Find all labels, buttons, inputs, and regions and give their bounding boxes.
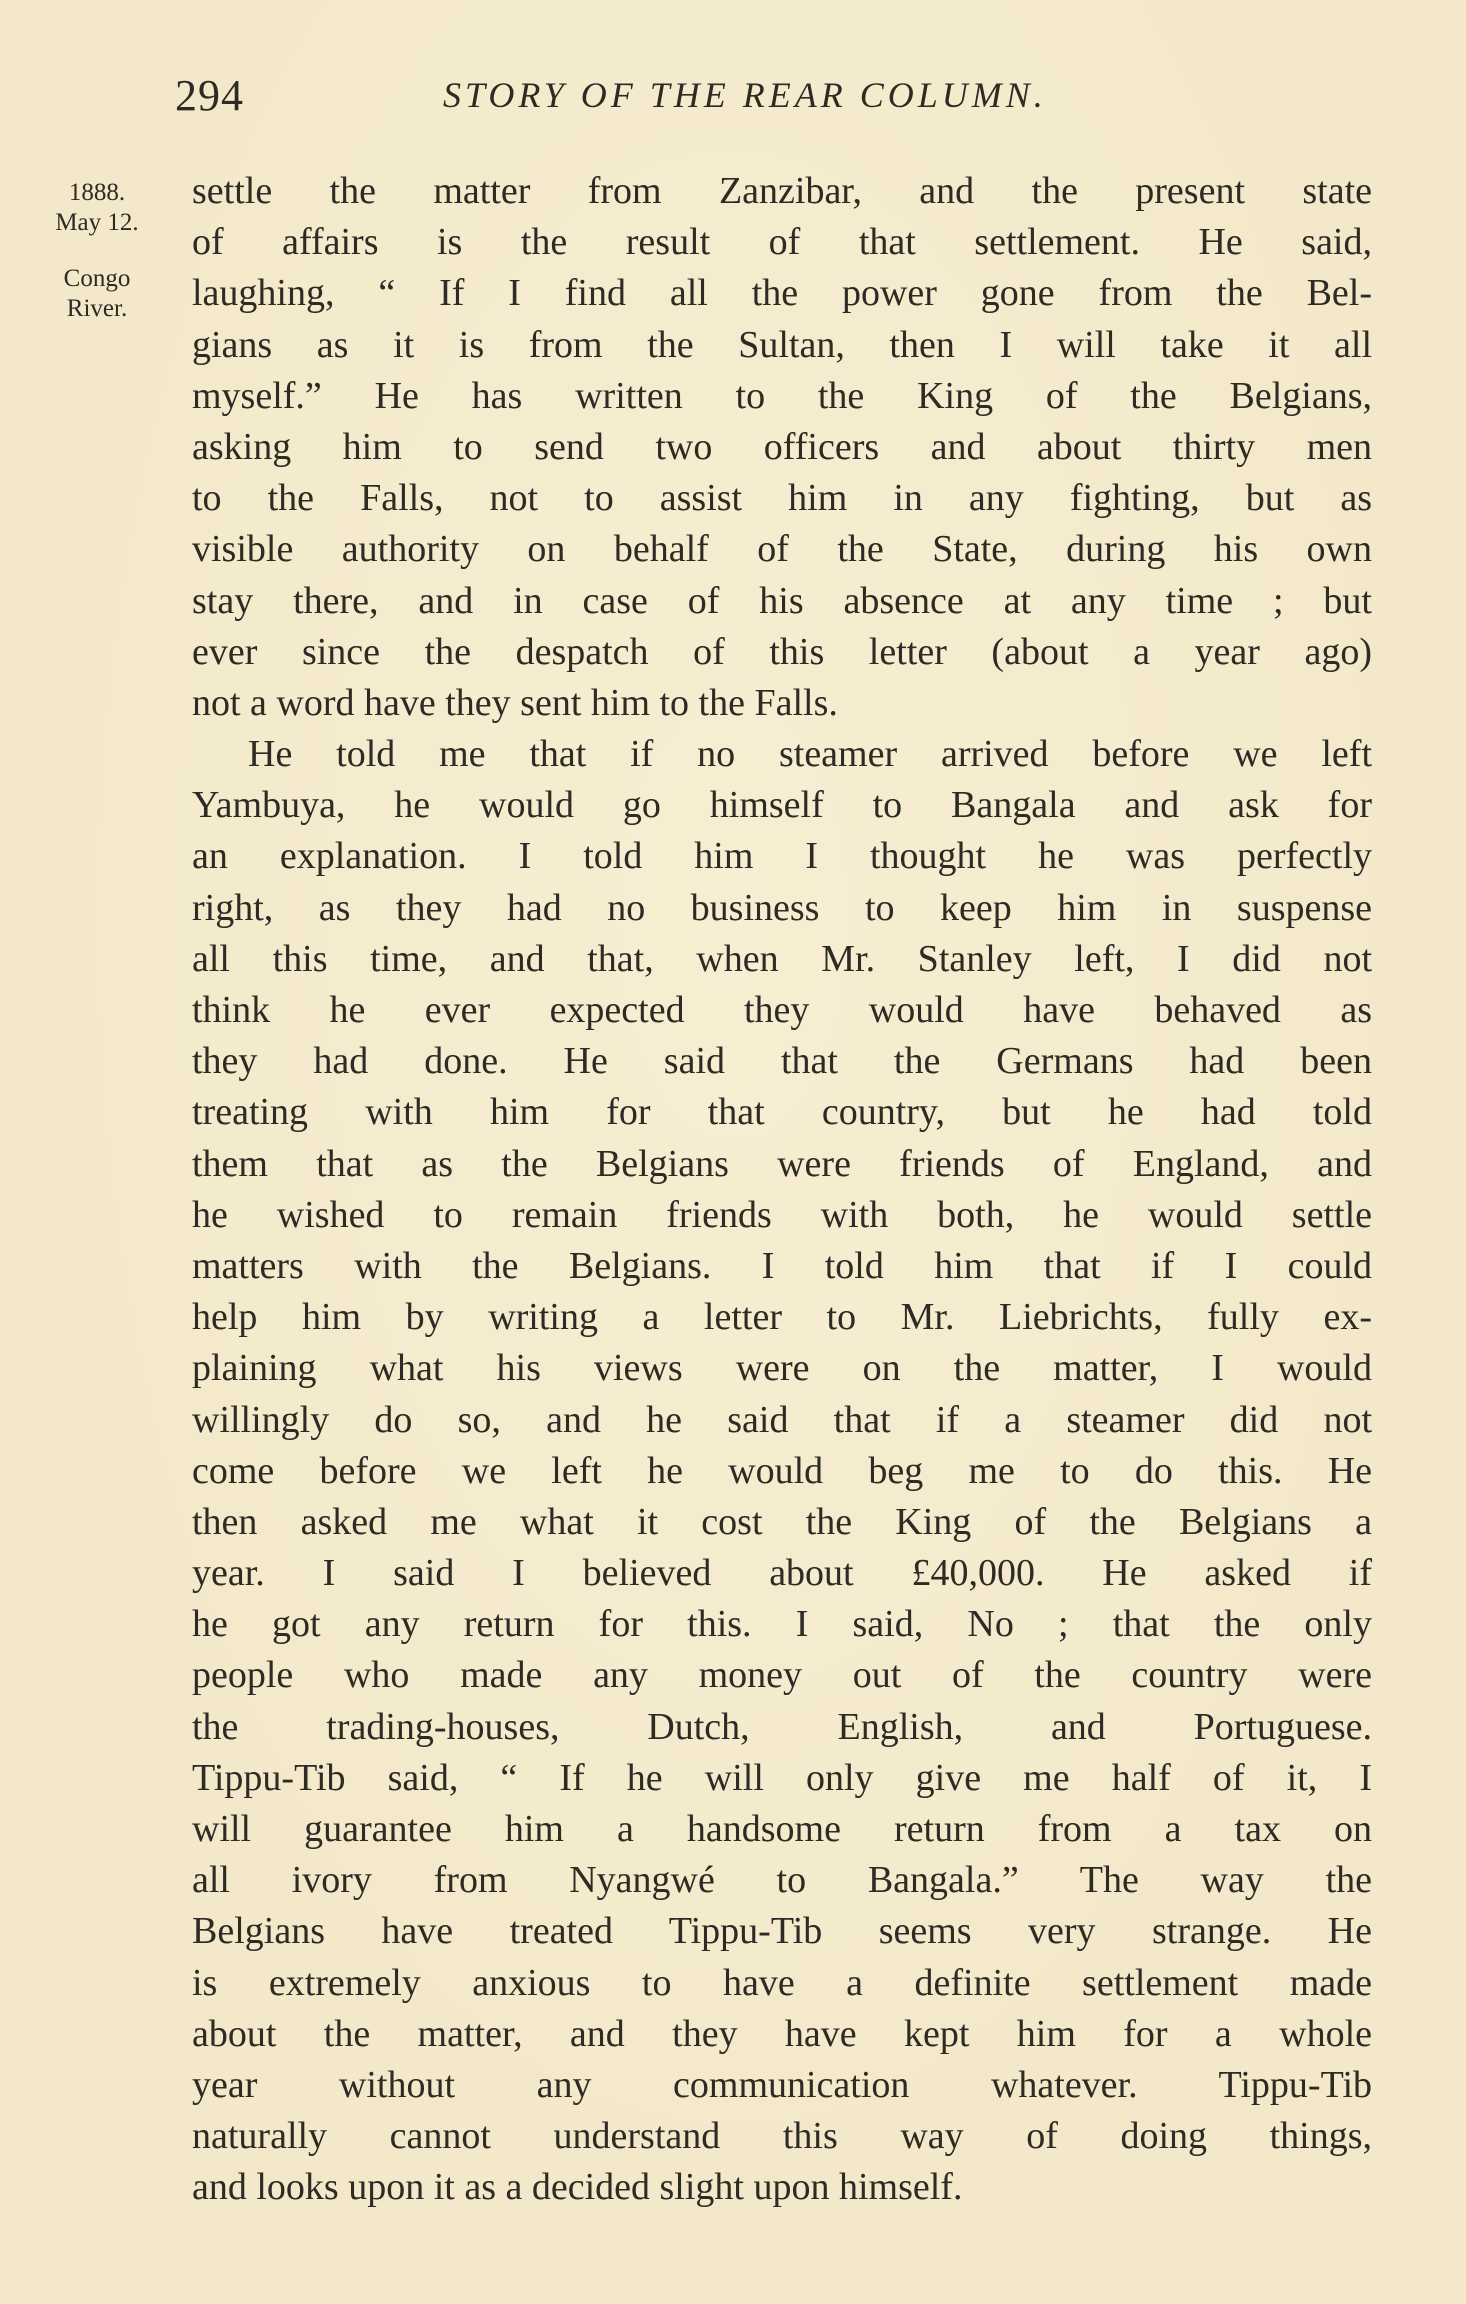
text-line: naturally cannot understand this way of doing things, [192, 2115, 1372, 2158]
text-line: stay there, and in case of his absence at any time ; but [192, 579, 1372, 622]
text-line: all this time, and that, when Mr. Stanley left, I did not [192, 937, 1372, 980]
text-line: he wished to remain friends with both, he would settle [192, 1193, 1372, 1236]
margin-date-note [22, 178, 172, 238]
text-line: Belgians have treated Tippu-Tib seems very strange. He [192, 1910, 1372, 1953]
text-line: myself.” He has written to the King of the Belgians, [192, 374, 1372, 417]
text-line: Tippu-Tib said, “ If he will only give me half of it, I [192, 1756, 1372, 1799]
margin-date-year: 1888. [68, 179, 126, 206]
text-line: them that as the Belgians were friends of England, and [192, 1142, 1372, 1185]
text-line: about the matter, and they have kept him for a whole [192, 2012, 1372, 2055]
text-line: an explanation. I told him I thought he was perfectly [192, 835, 1372, 878]
text-line: they had done. He said that the Germans had been [192, 1040, 1372, 1083]
text-line: visible authority on behalf of the State, during his own [192, 528, 1372, 571]
text-line: asking him to send two officers and about thirty men [192, 425, 1372, 468]
text-line: all ivory from Nyangwé to Bangala.” The way the [192, 1859, 1372, 1902]
text-line: gians as it is from the Sultan, then I will take it all [192, 323, 1372, 366]
text-line: year. I said I believed about £40,000. He asked if [192, 1552, 1372, 1595]
text-line: think he ever expected they would have behaved as [192, 989, 1372, 1031]
text-line: help him by writing a letter to Mr. Liebrichts, fully ex- [192, 1296, 1372, 1339]
text-line: come before we left he would beg me to do this. He [192, 1449, 1372, 1492]
margin-place-line2: River. [66, 295, 128, 322]
margin-place-note [22, 264, 172, 324]
text-line: is extremely anxious to have a definite settlement made [192, 1961, 1372, 2004]
text-line: he got any return for this. I said, No ; that the only [192, 1603, 1372, 1646]
text-line: will guarantee him a handsome return from a tax on [192, 1808, 1372, 1850]
text-line: Yambuya, he would go himself to Bangala and ask for [192, 784, 1372, 827]
text-line: laughing, “ If I find all the power gone from the Bel- [192, 272, 1372, 315]
text-line: plaining what his views were on the matter, I would [192, 1347, 1372, 1390]
text-line: willingly do so, and he said that if a steamer did not [192, 1398, 1372, 1441]
text-line: matters with the Belgians. I told him that if I could [192, 1244, 1372, 1287]
running-head [175, 70, 1105, 130]
text-line: right, as they had no business to keep him in suspense [192, 886, 1372, 929]
text-line: to the Falls, not to assist him in any fighting, but as [192, 477, 1372, 520]
text-line: treating with him for that country, but he had told [192, 1091, 1372, 1134]
text-line: then asked me what it cost the King of the Belgians a [192, 1500, 1372, 1543]
margin-place-line1: Congo [63, 265, 131, 292]
paragraph-start-line: He told me that if no steamer arrived before we left [248, 733, 1372, 776]
text-line: of affairs is the result of that settlement. He said, [192, 221, 1372, 264]
text-line: people who made any money out of the country were [192, 1654, 1372, 1697]
page-number: 294 [175, 71, 244, 120]
text-line: the trading-houses, Dutch, English, and Portuguese. [192, 1705, 1372, 1748]
running-title: STORY OF THE REAR COLUMN. [443, 75, 1047, 115]
margin-date-day: May 12. [55, 209, 139, 236]
paragraph-end-line: not a word have they sent him to the Falls. [192, 681, 838, 724]
text-line: ever since the despatch of this letter (about a year ago) [192, 630, 1372, 673]
paragraph-end-line: and looks upon it as a decided slight upon himself. [192, 2166, 963, 2209]
text-line: settle the matter from Zanzibar, and the present state [192, 170, 1372, 212]
body-text [192, 166, 1372, 2214]
text-line: year without any communication whatever. Tippu-Tib [192, 2063, 1372, 2106]
